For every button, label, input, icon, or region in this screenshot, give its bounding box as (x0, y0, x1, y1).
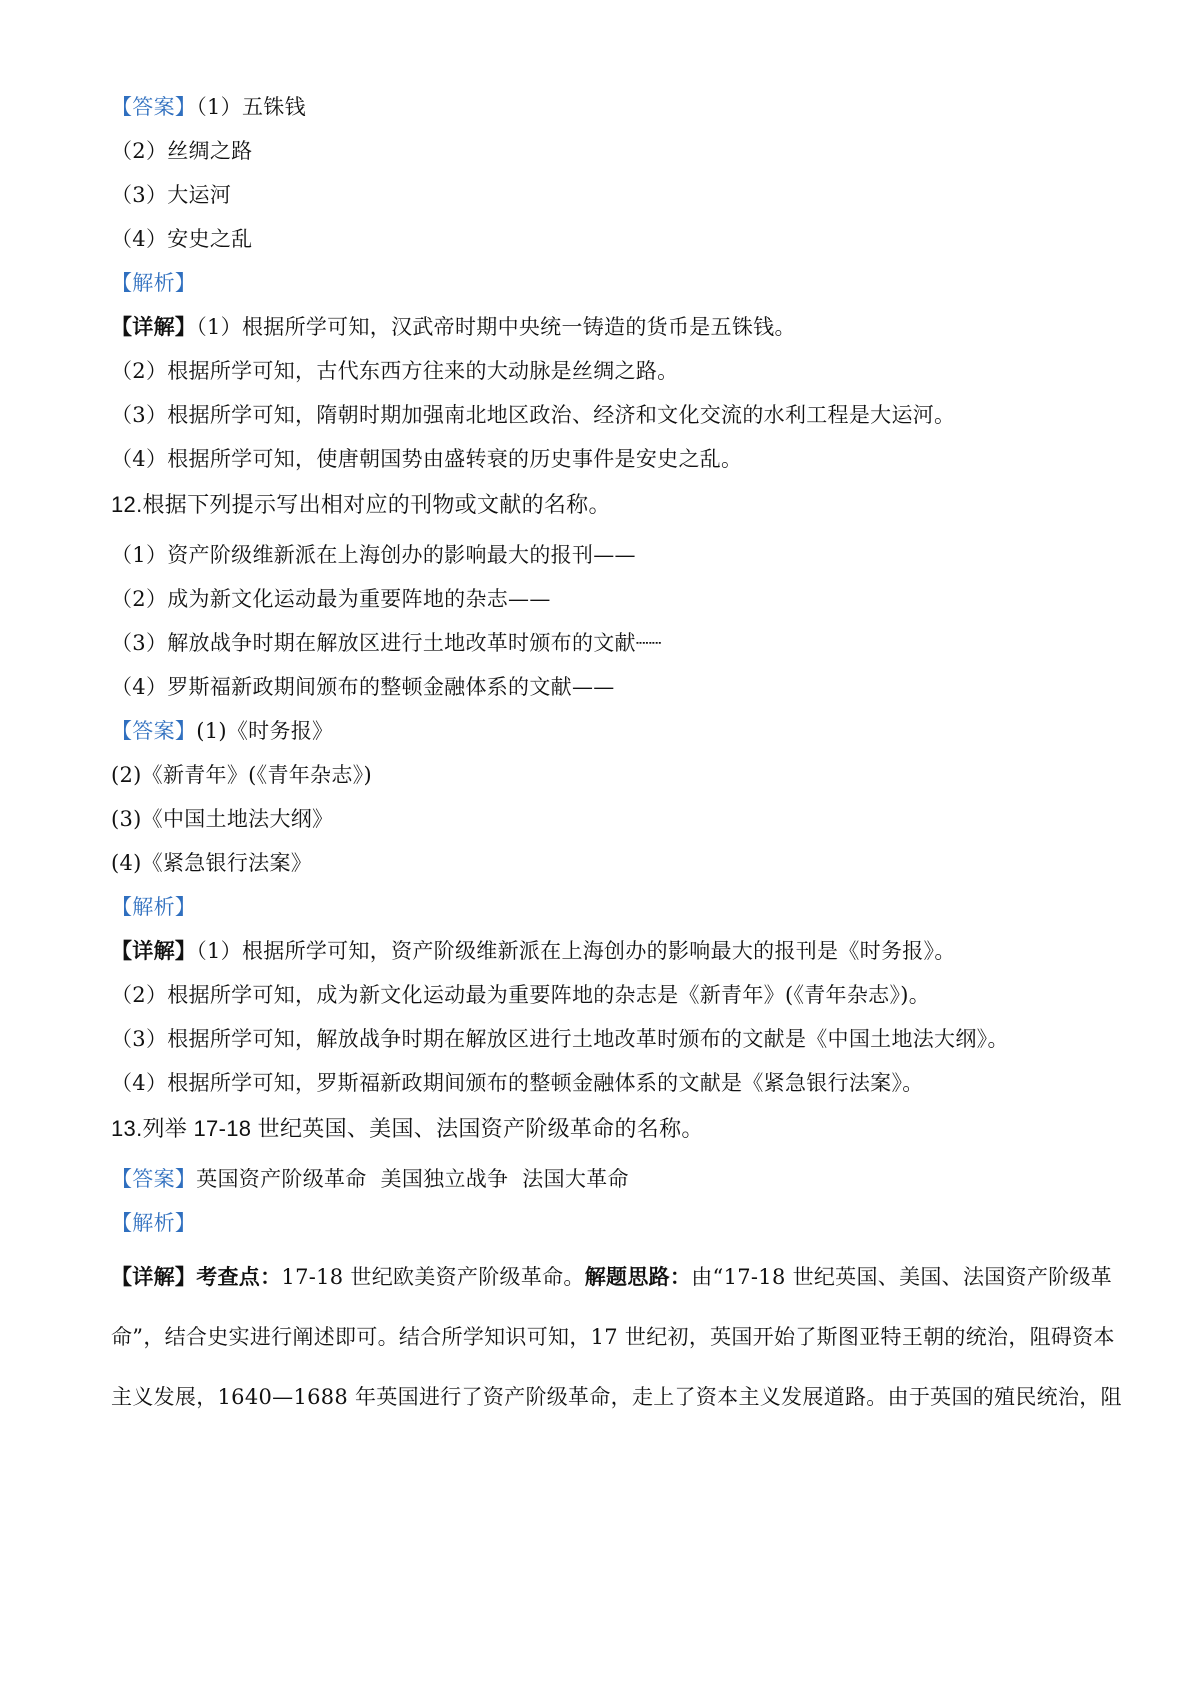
answer-line-4: (4)《紧急银行法案》 (111, 851, 313, 875)
detail-line-3: （3）根据所学可知，隋朝时期加强南北地区政治、经济和文化交流的水利工程是大运河。 (111, 403, 956, 427)
detail-line-1 (111, 312, 796, 342)
detail-paragraph-line-1 (111, 1262, 1112, 1292)
key-point-text: 17-18 世纪欧美资产阶级革命。 (281, 1265, 585, 1289)
detail-tag: 【详解】 (111, 938, 197, 963)
detail-tag: 【详解】 (111, 314, 197, 339)
answer-line-2: (2)《新青年》(《青年杂志》) (111, 763, 372, 787)
analysis-tag: 【解析】 (111, 271, 197, 295)
answer-text: （1）五铢钱 (196, 95, 306, 119)
answer-tag: 【答案】 (111, 719, 197, 743)
prompt-line-1: （1）资产阶级维新派在上海创办的影响最大的报刊—— (111, 543, 636, 567)
answer-tag: 【答案】 (111, 1167, 197, 1191)
prompt-line-3: （3）解放战争时期在解放区进行土地改革时颁布的文献┈┈ (111, 631, 662, 655)
answer-line-2: （2）丝绸之路 (111, 139, 253, 163)
solution-idea-label: 解题思路： (584, 1264, 692, 1289)
detail-line-4: （4）根据所学可知，罗斯福新政期间颁布的整顿金融体系的文献是《紧急银行法案》。 (111, 1071, 924, 1095)
analysis-tag: 【解析】 (111, 895, 197, 919)
prompt-line-2: （2）成为新文化运动最为重要阵地的杂志—— (111, 587, 551, 611)
prompt-line-4: （4）罗斯福新政期间颁布的整顿金融体系的文献—— (111, 675, 615, 699)
detail-text: 由“17-18 世纪英国、美国、法国资产阶级革 (691, 1265, 1113, 1289)
answer-line-1 (111, 92, 306, 122)
analysis-tag: 【解析】 (111, 1211, 197, 1235)
detail-line-3: （3）根据所学可知，解放战争时期在解放区进行土地改革时颁布的文献是《中国土地法大纲》。 (111, 1027, 1009, 1051)
detail-line-2: （2）根据所学可知，成为新文化运动最为重要阵地的杂志是《新青年》(《青年杂志》)。 (111, 983, 931, 1007)
detail-line-1 (111, 936, 956, 966)
answer-line-3: （3）大运河 (111, 183, 232, 207)
question-13: 13.列举 17-18 世纪英国、美国、法国资产阶级革命的名称。 (111, 1116, 704, 1141)
answer-text: (1)《时务报》 (196, 719, 334, 743)
key-point-label: 考查点： (196, 1264, 282, 1289)
detail-text: （1）根据所学可知，资产阶级维新派在上海创办的影响最大的报刊是《时务报》。 (196, 939, 956, 963)
detail-line-4: （4）根据所学可知，使唐朝国势由盛转衰的历史事件是安史之乱。 (111, 447, 743, 471)
detail-text: （1）根据所学可知，汉武帝时期中央统一铸造的货币是五铢钱。 (196, 315, 796, 339)
detail-paragraph-line-3: 主义发展，1640—1688 年英国进行了资产阶级革命，走上了资本主义发展道路。由于英国的殖民统治，阻 (111, 1385, 1122, 1409)
detail-paragraph-line-2: 命”，结合史实进行阐述即可。结合所学知识可知，17 世纪初，英国开始了斯图亚特王朝的统治，阻碍资本 (111, 1325, 1115, 1349)
answer-line-4: （4）安史之乱 (111, 227, 253, 251)
answer-line-1 (111, 716, 333, 746)
detail-tag: 【详解】 (111, 1264, 197, 1289)
detail-line-2: （2）根据所学可知，古代东西方往来的大动脉是丝绸之路。 (111, 359, 679, 383)
answer-text: 英国资产阶级革命 美国独立战争 法国大革命 (196, 1167, 629, 1191)
answer-tag: 【答案】 (111, 95, 197, 119)
answer-line (111, 1164, 629, 1194)
question-12: 12.根据下列提示写出相对应的刊物或文献的名称。 (111, 492, 611, 517)
answer-line-3: (3)《中国土地法大纲》 (111, 807, 334, 831)
